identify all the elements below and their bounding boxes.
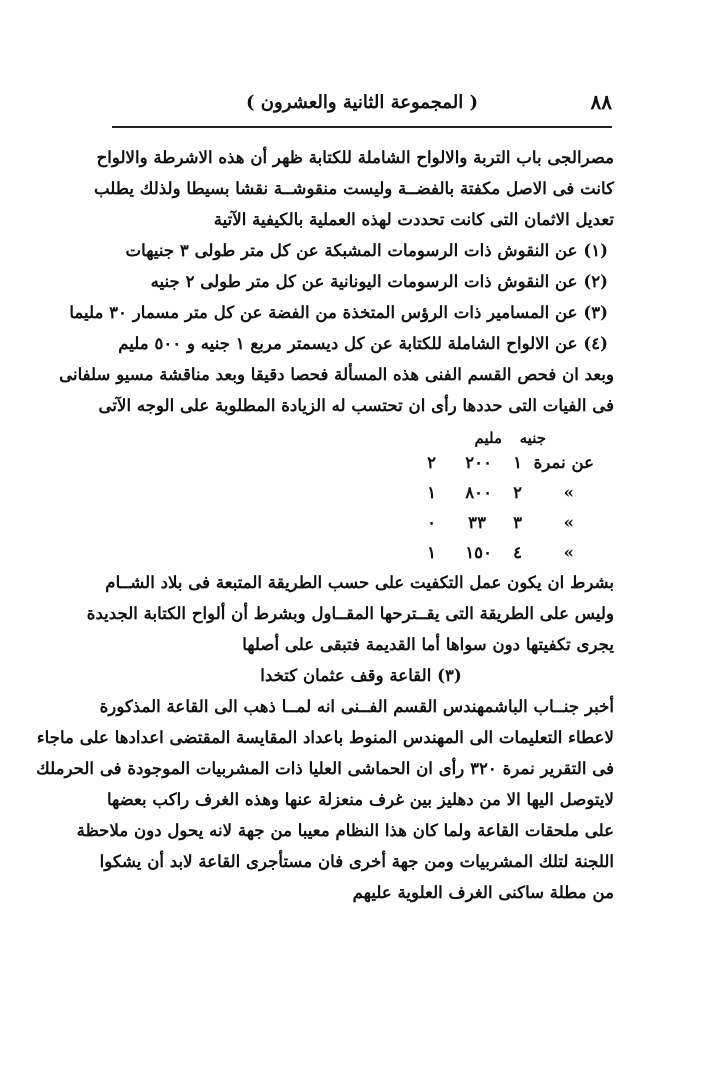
paragraph-3 (86, 567, 614, 660)
fees-table-header (108, 421, 614, 447)
page-header (112, 84, 612, 124)
row-millimes: ٢٠٠ (465, 452, 492, 472)
row-label: » (563, 512, 574, 532)
row-pounds: ١ (427, 482, 436, 502)
section-heading: (٣) القاعة وقف عثمان كتخدا (260, 665, 462, 685)
row-label: » (563, 542, 574, 562)
text-line: لايتوصل اليها الا من دهليز بين غرف منعزلة عنها وهذه الغرف راكب بعضها (106, 789, 614, 809)
text-line: يجرى تكفيتها دون سواها أما القديمة فتبقى على أصلها (242, 634, 614, 654)
list-item: (٢) عن النقوش ذات الرسومات اليونانية عن كل متر طولى ٢ جنيه (150, 271, 608, 291)
table-row (108, 447, 614, 477)
paragraph-2 (59, 359, 614, 421)
row-label: عن نمرة (533, 452, 594, 472)
text-line: أخبر جنــاب الباشمهندس القسم الفــنى انه لمــا ذهب الى القاعة المذكورة (99, 696, 614, 716)
row-pounds: ١ (427, 542, 436, 562)
price-items-list (69, 235, 614, 359)
row-label: » (563, 482, 574, 502)
row-number: ١ (513, 452, 522, 472)
millime-column-header: مليم (474, 429, 502, 447)
text-line: وليس على الطريقة التى يقــترحها المقــاول وبشرط أن ألواح الكتابة الجديدة (86, 603, 614, 623)
text-line: على ملحقات القاعة ولما كان هذا النظام معيبا من جهة لانه يحول دون ملاحظة (76, 820, 614, 840)
row-millimes: ١٥٠ (465, 542, 492, 562)
page-number: ٨٨ (590, 90, 612, 114)
header-rule (112, 126, 612, 128)
text-line: فى التقرير نمرة ٣٢٠ رأى ان الحماشى العليا ذات المشربيات الموجودة فى الحرملك (36, 758, 614, 778)
paragraph-1 (94, 142, 614, 235)
text-line: من مطلة ساكنى الغرف العلوية عليهم (352, 882, 614, 902)
table-row (108, 537, 614, 567)
text-line: بشرط ان يكون عمل التكفيت على حسب الطريقة المتبعة فى بلاد الشــام (105, 572, 614, 592)
row-millimes: ٣٣ (468, 512, 486, 532)
text-line: تعديل الاثمان التى كانت تحددت لهذه العملية بالكيفية الآتية (213, 209, 614, 229)
row-pounds: ٢ (427, 452, 436, 472)
running-title: ( المجموعة الثانية والعشرون ) (246, 92, 478, 113)
text-line: اللجنة لتلك المشربيات ومن جهة أخرى فان مستأجرى القاعة لابد أن يشكوا (99, 851, 614, 871)
pound-column-header: جنيه (519, 429, 546, 447)
table-row (108, 507, 614, 537)
list-item: (٣) عن المسامير ذات الرؤس المتخذة من الفضة عن كل متر مسمار ٣٠ مليما (69, 302, 608, 322)
row-number: ٢ (513, 482, 522, 502)
row-number: ٤ (513, 542, 522, 562)
row-pounds: ٠ (427, 512, 436, 532)
page-body (36, 142, 614, 908)
text-line: فى الفيات التى حددها رأى ان تحتسب له الزيادة المطلوبة على الوجه الآتى (98, 395, 614, 415)
text-line: لاعطاء التعليمات الى المهندس المنوط باعداد المقايسة المقتضى اعدادها على ماجاء (36, 727, 614, 747)
text-line: مصرالجى باب التربة والالواح الشاملة للكتابة ظهر أن هذه الاشرطة والالواح (96, 147, 614, 167)
row-number: ٣ (513, 512, 522, 532)
text-line: وبعد ان فحص القسم الفنى هذه المسألة فحصا دقيقا وبعد مناقشة مسيو سلفانى (59, 364, 614, 384)
paragraph-4 (36, 691, 614, 908)
fees-table (108, 421, 614, 567)
table-row (108, 477, 614, 507)
list-item: (٤) عن الالواح الشاملة للكتابة عن كل ديسمتر مربع ١ جنيه و ٥٠٠ مليم (118, 333, 608, 353)
text-line: كانت فى الاصل مكفتة بالفضــة وليست منقوشــة نقشا بسيطا ولذلك يطلب (94, 178, 614, 198)
list-item: (١) عن النقوش ذات الرسومات المشبكة عن كل متر طولى ٣ جنيهات (125, 240, 608, 260)
row-millimes: ٨٠٠ (465, 482, 492, 502)
